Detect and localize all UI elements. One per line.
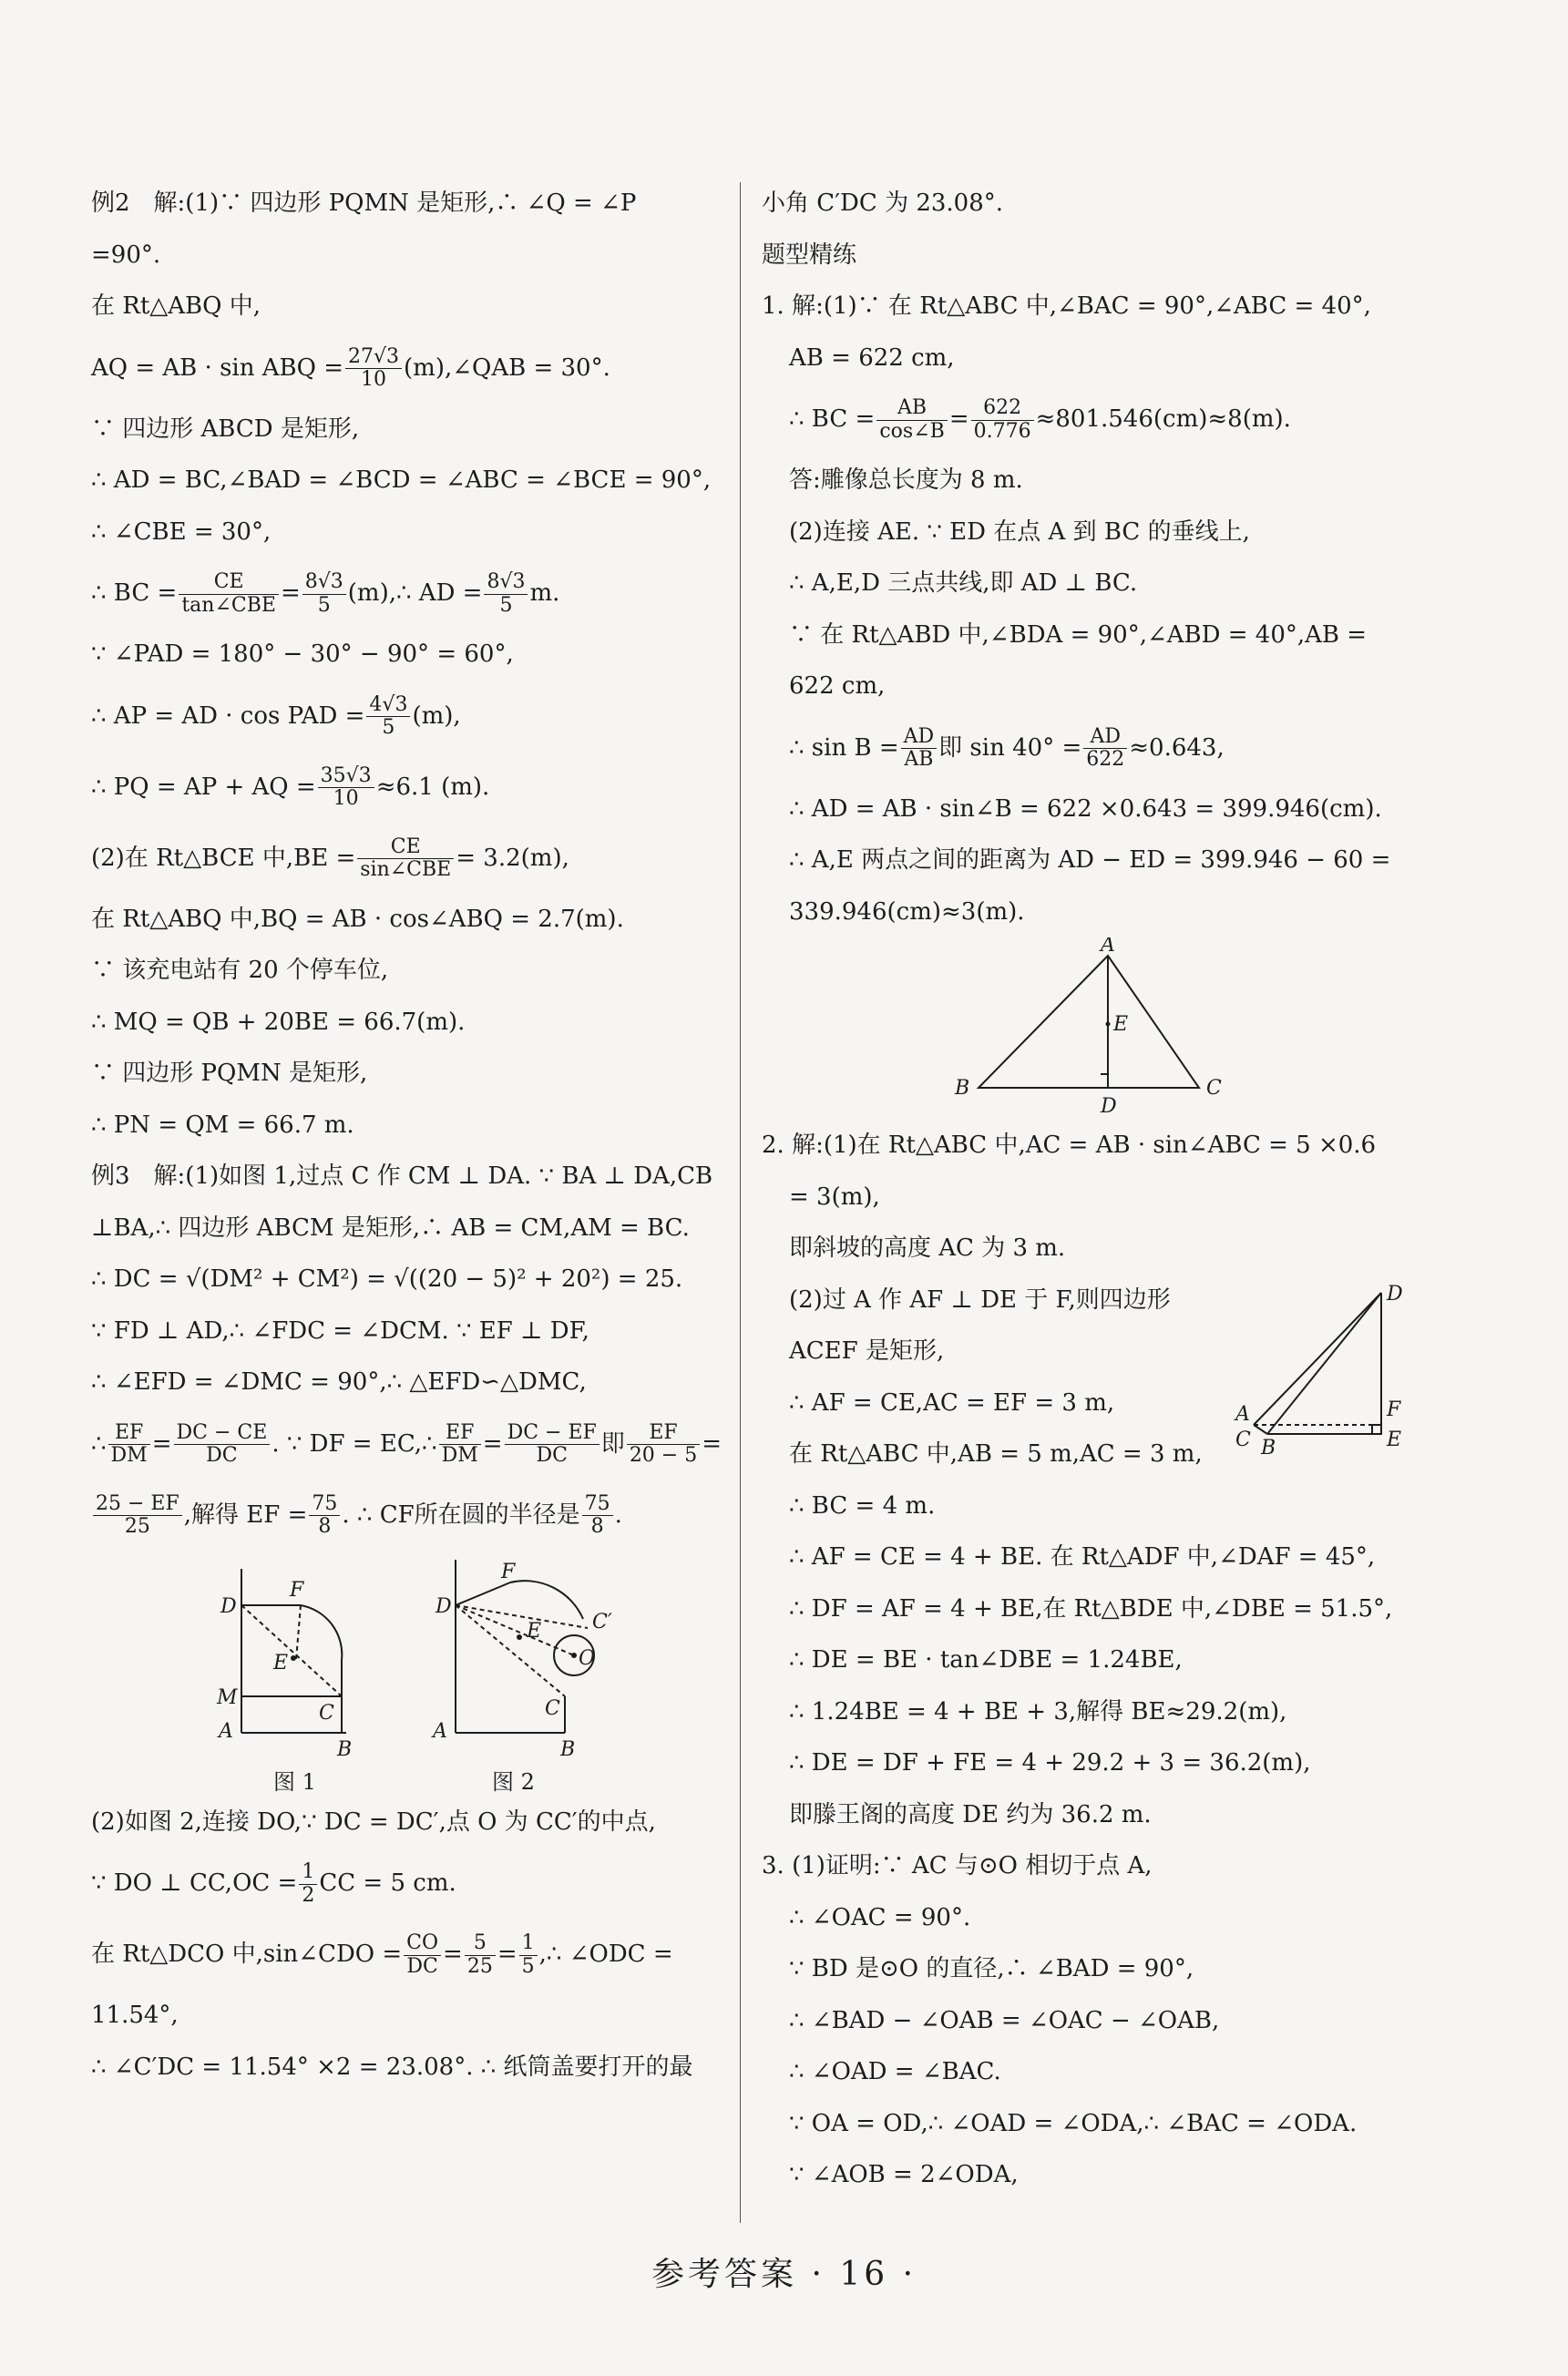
fig2-caption: 图 2	[492, 1768, 535, 1795]
text-line: ∴ PN = QM = 66.7 m.	[91, 1111, 354, 1139]
fraction: $\frac{27√3}{10}$	[345, 346, 402, 391]
formula-line: $\frac{25 - EF}{25}$ ,解得 EF = $\frac{75}{8}$ . ∴ CF所在圆的半径是 $\frac{75}{8}$ .	[91, 1480, 729, 1551]
text-line: ∴ A,E,D 三点共线,即 AD ⊥ BC.	[789, 569, 1138, 597]
fraction: $\frac{4√3}{5}$	[366, 694, 410, 739]
formula-line: AQ = AB · sin ABQ = $\frac{27√3}{10}$ (m),∠QAB = 30°.	[91, 344, 610, 391]
text-line: ∴ ∠OAD = ∠BAC.	[789, 2058, 1001, 2085]
label-E: E	[1113, 1013, 1129, 1036]
text-line: ∴ DF = AF = 4 + BE,在 Rt△BDE 中,∠DBE = 51.5°,	[789, 1594, 1393, 1623]
text-line: ⊥BA,∴ 四边形 ABCM 是矩形,∴ AB = CM,AM = BC.	[91, 1214, 690, 1242]
triangle-figure	[762, 937, 1399, 1120]
label-C: C	[545, 1696, 560, 1720]
label-D: D	[1101, 1095, 1117, 1118]
text-line: 在 Rt△ABQ 中,	[91, 292, 261, 320]
label-C: C	[1206, 1077, 1222, 1100]
label-E: E	[1387, 1428, 1402, 1451]
label-B: B	[1261, 1436, 1276, 1457]
label-F: F	[1387, 1398, 1401, 1421]
formula-line: ∵ DO ⊥ CC,OC = $\frac{1}{2}$ CC = 5 cm.	[91, 1860, 456, 1907]
text-line: ∵ 四边形 ABCD 是矩形,	[91, 415, 360, 443]
label-D: D	[436, 1594, 452, 1618]
fraction: $\frac{CE}{\text{tan∠CBE}}$	[179, 571, 279, 616]
label-B: B	[955, 1077, 970, 1100]
formula-line: ∴ AP = AD · cos PAD = $\frac{4√3}{5}$ (m),	[91, 692, 461, 739]
text-line: ∵ 该充电站有 20 个停车位,	[91, 957, 389, 984]
fraction: $\frac{75}{8}$	[309, 1493, 340, 1538]
fraction: $\frac{EF}{20 - 5}$	[627, 1422, 700, 1467]
fraction: $\frac{25 - EF}{25}$	[93, 1493, 182, 1538]
fraction: $\frac{CE}{\text{sin∠CBE}}$	[357, 836, 454, 881]
formula-line: ∴ sin B = $\frac{AD}{AB}$ 即 sin 40° = $\frac{AD}{622}$ ≈0.643,	[789, 724, 1225, 771]
text-line: ∴ ∠EFD = ∠DMC = 90°,∴ △EFD∽△DMC,	[91, 1368, 587, 1396]
text-line: 在 Rt△ABC 中,AB = 5 m,AC = 3 m,	[789, 1440, 1203, 1468]
fraction: $\frac{AB}{\cos\angle B}$	[876, 397, 947, 442]
section-title: 题型精练	[762, 241, 857, 269]
label-A: A	[219, 1719, 233, 1743]
left-column	[91, 178, 729, 2093]
fraction: $\frac{1}{5}$	[519, 1932, 538, 1977]
text-line: (2)过 A 作 AF ⊥ DE 于 F,则四边形	[789, 1285, 1171, 1314]
text-line: ∴ DE = DF + FE = 4 + 29.2 + 3 = 36.2(m),	[789, 1749, 1311, 1777]
text-line: ∴ AF = CE,AC = EF = 3 m,	[789, 1388, 1115, 1417]
text-line: ∵ FD ⊥ AD,∴ ∠FDC = ∠DCM. ∵ EF ⊥ DF,	[91, 1316, 589, 1345]
label-C: C	[1235, 1428, 1251, 1451]
page-footer	[0, 2248, 1568, 2295]
text-line: 例3 解:(1)如图 1,过点 C 作 CM ⊥ DA. ∵ BA ⊥ DA,CB	[91, 1162, 713, 1190]
figures-1-2	[91, 1551, 729, 1797]
text-line: =90°.	[91, 241, 161, 269]
text-line: ∵ BD 是⊙O 的直径,∴ ∠BAD = 90°,	[789, 1955, 1194, 1982]
text-line: 2. 解:(1)在 Rt△ABC 中,AC = AB · sin∠ABC = 5 ×0.6	[762, 1132, 1377, 1159]
text-line: ∴ BC = 4 m.	[789, 1491, 936, 1520]
fig1-caption: 图 1	[273, 1768, 316, 1795]
text-line: 1. 解:(1)∵ 在 Rt△ABC 中,∠BAC = 90°,∠ABC = 40°,	[762, 292, 1371, 320]
text-line: 在 Rt△ABQ 中,BQ = AB · cos∠ABQ = 2.7(m).	[91, 905, 624, 933]
text-line: ∴ MQ = QB + 20BE = 66.7(m).	[91, 1008, 466, 1036]
label-A: A	[1235, 1402, 1250, 1426]
text-line: (2)如图 2,连接 DO,∵ DC = DC′,点 O 为 CC′的中点,	[91, 1808, 656, 1836]
text-line: ∴ AD = AB · sin∠B = 622 ×0.643 = 399.946(cm).	[789, 794, 1382, 823]
text-line: ∵ OA = OD,∴ ∠OAD = ∠ODA,∴ ∠BAC = ∠ODA.	[789, 2109, 1358, 2137]
label-M: M	[217, 1685, 238, 1709]
right-column	[762, 178, 1403, 2201]
text-line: 小角 C′DC 为 23.08°.	[762, 189, 1004, 217]
label-C-prime: C′	[592, 1610, 612, 1634]
text-line: ∴ DC = √(DM² + CM²) = √((20 − 5)² + 20²) = 25.	[91, 1265, 683, 1293]
fraction: $\frac{35√3}{10}$	[318, 765, 374, 810]
label-B: B	[560, 1737, 576, 1761]
fraction: $\frac{8√3}{5}$	[302, 571, 346, 616]
label-E: E	[527, 1619, 542, 1643]
label-D: D	[220, 1594, 237, 1618]
fraction: $\frac{622}{0.776}$	[971, 397, 1034, 442]
label-C: C	[319, 1701, 334, 1725]
text-line: (2)连接 AE. ∵ ED 在点 A 到 BC 的垂线上,	[789, 517, 1250, 546]
label-D: D	[1387, 1282, 1403, 1306]
fraction: $\frac{DC - EF}{DC}$	[505, 1422, 600, 1467]
text-line: 例2 解:(1)∵ 四边形 PQMN 是矩形,∴ ∠Q = ∠P	[91, 189, 637, 217]
text-line: 339.946(cm)≈3(m).	[789, 897, 1025, 926]
footer-title: 参考答案	[651, 2256, 797, 2293]
fraction: $\frac{DC - CE}{DC}$	[174, 1422, 271, 1467]
fraction: $\frac{1}{2}$	[299, 1861, 317, 1906]
label-A: A	[433, 1719, 447, 1743]
formula-line: ∴ BC = $\frac{CE}{\text{tan∠CBE}}$ = $\frac{8√3}{5}$ (m),∴ AD = $\frac{8√3}{5}$ m.	[91, 570, 560, 617]
text-line: ∵ 四边形 PQMN 是矩形,	[91, 1060, 368, 1087]
text-line: = 3(m),	[789, 1183, 880, 1211]
text-line: ∵ 在 Rt△ABD 中,∠BDA = 90°,∠ABD = 40°,AB =	[789, 620, 1368, 649]
label-A: A	[1101, 937, 1115, 957]
slope-block	[762, 1275, 1403, 1480]
formula-line: ∴ BC = $\frac{AB}{\cos\angle B}$ = $\frac{622}{0.776}$ ≈801.546(cm)≈8(m).	[789, 396, 1291, 443]
text-line: ∴ ∠BAD − ∠OAB = ∠OAC − ∠OAB,	[789, 2006, 1220, 2034]
formula-line: (2)在 Rt△BCE 中,BE = $\frac{CE}{\text{sin∠CBE}}$ = 3.2(m),	[91, 835, 569, 881]
text-line: ∵ ∠AOB = 2∠ODA,	[789, 2161, 1019, 2188]
column-divider	[740, 182, 741, 2223]
label-F: F	[290, 1578, 304, 1602]
fraction: $\frac{8√3}{5}$	[484, 571, 528, 616]
text-line: 11.54°,	[91, 2002, 179, 2029]
fraction: $\frac{75}{8}$	[582, 1493, 613, 1538]
text-line: ∴ A,E 两点之间的距离为 AD − ED = 399.946 − 60 =	[789, 846, 1391, 874]
formula-line: 在 Rt△DCO 中,sin∠CDO = $\frac{CO}{DC}$ = $\frac{5}{25}$ = $\frac{1}{5}$ ,∴ ∠ODC =	[91, 1931, 673, 1978]
label-E: E	[273, 1651, 289, 1674]
triangle-drawing	[762, 937, 1399, 1120]
slope-figure	[1226, 1275, 1427, 1457]
fraction: $\frac{AD}{AB}$	[901, 726, 938, 771]
text-line: ∵ ∠PAD = 180° − 30° − 90° = 60°,	[91, 640, 514, 668]
fraction: $\frac{EF}{DM}$	[108, 1422, 150, 1467]
text-line: ACEF 是矩形,	[789, 1337, 945, 1365]
label-O: O	[579, 1646, 596, 1670]
text-line: ∴ ∠OAC = 90°.	[789, 1903, 971, 1931]
text-line: ∴ AF = CE = 4 + BE. 在 Rt△ADF 中,∠DAF = 45°,	[789, 1543, 1376, 1571]
text-line: ∴ AD = BC,∠BAD = ∠BCD = ∠ABC = ∠BCE = 90°,	[91, 466, 712, 494]
text-line: ∴ ∠C′DC = 11.54° ×2 = 23.08°. ∴ 纸筒盖要打开的最	[91, 2053, 693, 2081]
page-number: · 16 ·	[811, 2256, 917, 2293]
text-line: ∴ DE = BE · tan∠DBE = 1.24BE,	[789, 1646, 1183, 1674]
figure-1-2-drawing	[91, 1551, 729, 1797]
formula-line: ∴ PQ = AP + AQ = $\frac{35√3}{10}$ ≈6.1 (m).	[91, 763, 490, 810]
label-B: B	[337, 1737, 353, 1761]
fraction: $\frac{AD}{622}$	[1083, 726, 1127, 771]
text-line: 即滕王阁的高度 DE 约为 36.2 m.	[789, 1800, 1152, 1828]
text-line: 即斜坡的高度 AC 为 3 m.	[789, 1234, 1066, 1262]
text-line: ∴ 1.24BE = 4 + BE + 3,解得 BE≈29.2(m),	[789, 1697, 1287, 1726]
label-F: F	[501, 1560, 516, 1583]
text-line: 622 cm,	[789, 672, 886, 700]
fraction: $\frac{5}{25}$	[465, 1932, 496, 1977]
text-line: AB = 622 cm,	[789, 343, 955, 372]
fraction: $\frac{EF}{DM}$	[439, 1422, 481, 1467]
text-line: ∴ ∠CBE = 30°,	[91, 517, 272, 546]
text-line: 答:雕像总长度为 8 m.	[789, 466, 1023, 494]
text-line: 3. (1)证明:∵ AC 与⊙O 相切于点 A,	[762, 1852, 1153, 1879]
formula-line: ∴ $\frac{EF}{DM}$ = $\frac{DC - CE}{DC}$ . ∵ DF = EC,∴ $\frac{EF}{DM}$ = $\frac{DC - EF}{DC}$ 即 $\frac{EF}{20 - 5}$ =	[91, 1420, 723, 1467]
fraction: $\frac{CO}{DC}$	[404, 1932, 441, 1977]
